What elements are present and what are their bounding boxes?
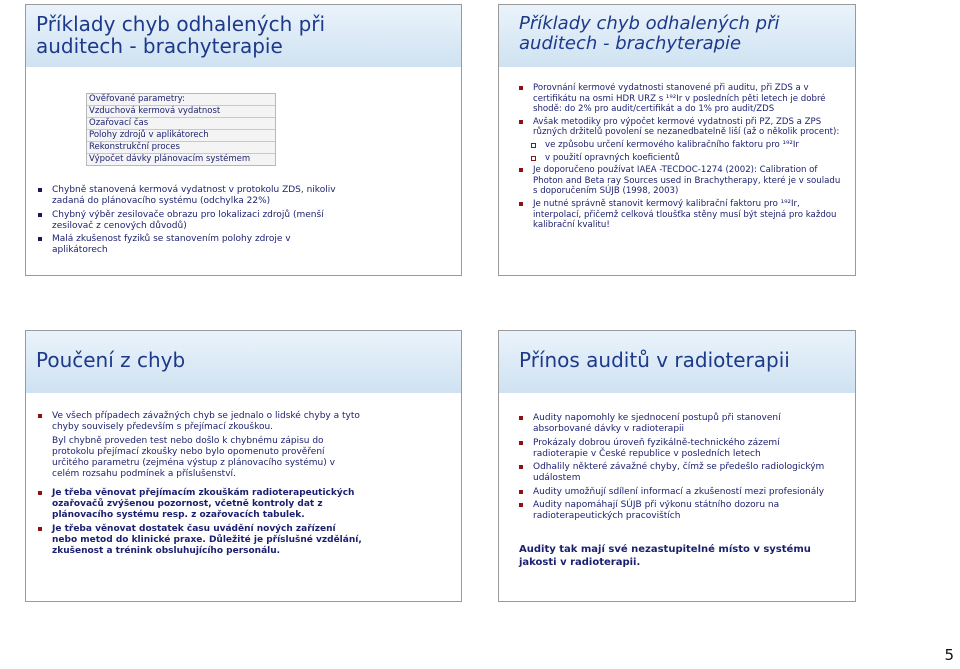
page-number: 5	[944, 646, 954, 664]
parameter-row: Ozařovací čas	[87, 118, 275, 130]
bullet-marker-icon	[38, 188, 42, 192]
slide-title: Příklady chyb odhalených při auditech - brachyterapie	[36, 12, 326, 59]
parameter-row: Vzduchová kermová vydatnost	[87, 106, 275, 118]
bullet-item: Audity napomáhají SÚJB při výkonu státního dozoru na radioterapeutických pracovištích	[519, 500, 829, 523]
slide-bullets	[519, 413, 829, 525]
bullet-marker-icon	[519, 490, 523, 494]
bullet-marker-icon	[519, 503, 523, 507]
slide-2	[498, 4, 856, 276]
slide-title: Poučení z chyb	[36, 348, 186, 372]
bullet-item: Malá zkušenost fyziků se stanovením polohy zdroje v aplikátorech	[38, 234, 338, 257]
bullet-item: Ve všech případech závažných chyb se jednalo o lidské chyby a tyto chyby souvisely především s přejímací zkouškou.	[38, 411, 363, 434]
bullet-item: Avšak metodiky pro výpočet kermové vydatnosti při PZ, ZDS a ZPS různých držitelů povolení se nezanedbatelně liší (až o několik procent):	[519, 117, 844, 138]
bullet-marker-icon	[38, 237, 42, 241]
bullet-item: Je doporučeno používat IAEA -TECDOC-1274 (2002): Calibration of Photon and Beta ray Sources used in Brachytherapy, které je v souladu s doporučením SÚJB (1998, 2003)	[519, 165, 844, 197]
bullet-marker-icon	[519, 465, 523, 469]
bullet-item: Je třeba věnovat přejímacím zkouškám radioterapeutických ozařovačů zvýšenou pozornost, včetně kontroly dat z plánovacího systému resp. z ozařovacích tabulek.	[38, 488, 363, 522]
slide-4	[498, 330, 856, 602]
sub-bullet-item: v použití opravných koeficientů	[519, 153, 844, 164]
bullet-marker-icon	[519, 86, 523, 90]
parameter-row: Rekonstrukční proces	[87, 142, 275, 154]
bullet-item: Audity umožňují sdílení informací a zkušeností mezi profesionály	[519, 487, 829, 498]
bullet-marker-icon	[38, 491, 42, 495]
bullet-paragraph: Byl chybně proveden test nebo došlo k chybnému zápisu do protokolu přejímací zkoušky nebo bylo opomenuto prověření určitého parametru (zejména výstup z plánovacího systému) v celém rozsahu podmínek a příslušenství.	[52, 435, 335, 480]
bullet-marker-icon	[519, 416, 523, 420]
slide-1	[25, 4, 462, 276]
slide-bullets	[38, 411, 363, 560]
bullet-marker-icon	[519, 202, 523, 206]
bullet-item: Audity napomohly ke sjednocení postupů při stanovení absorbované dávky v radioterapii	[519, 413, 829, 436]
bullet-item: Je třeba věnovat dostatek času uvádění nových zařízení nebo metod do klinické praxe. Důležité je příslušné vzdělání, zkušenost a trénink obsluhujícího personálu.	[38, 524, 363, 558]
hollow-square-icon	[531, 143, 536, 148]
bullet-marker-icon	[38, 414, 42, 418]
bullet-item: Odhalily některé závažné chyby, čímž se předešlo radiologickým událostem	[519, 462, 829, 485]
slide-title: Přínos auditů v radioterapii	[519, 348, 790, 372]
bullet-item: Prokázaly dobrou úroveň fyzikálně-technického zázemí radioterapie v České republice v posledních letech	[519, 438, 829, 461]
bullet-marker-icon	[519, 168, 523, 172]
sub-bullet-item: ve způsobu určení kermového kalibračního faktoru pro ¹⁹²Ir	[519, 140, 844, 151]
parameters-box	[86, 93, 276, 166]
bullet-marker-icon	[519, 441, 523, 445]
slide-title: Příklady chyb odhalených při auditech - brachyterapie	[519, 13, 780, 55]
bullet-item: Porovnání kermové vydatnosti stanovené při auditu, při ZDS a v certifikátu na osmi HDR URZ s ¹⁹²Ir v posledních pěti letech je dobré shodě: do 2% pro audit/certifikát a do 1% pro audit/ZDS	[519, 83, 844, 115]
parameter-row: Ověřované parametry:	[87, 94, 275, 106]
slide-3	[25, 330, 462, 602]
bullet-item: Je nutné správně stanovit kermový kalibrační faktoru pro ¹⁹²Ir, interpolací, přičemž celková tloušťka stěny musí být stejná pro každou kalibrační kvalitu!	[519, 199, 844, 231]
bullet-marker-icon	[38, 527, 42, 531]
bullet-marker-icon	[38, 213, 42, 217]
slide-bullets	[38, 185, 338, 259]
conclusion-text: Audity tak mají své nezastupitelné místo v systému jakosti v radioterapii.	[519, 544, 811, 568]
bullet-item: Chybný výběr zesilovače obrazu pro lokalizaci zdrojů (menší zesilovač z cenových důvodů)	[38, 210, 338, 233]
bullet-marker-icon	[519, 120, 523, 124]
bullet-item: Chybně stanovená kermová vydatnost v protokolu ZDS, nikoliv zadaná do plánovacího systému (odchylka 22%)	[38, 185, 338, 208]
parameter-row: Polohy zdrojů v aplikátorech	[87, 130, 275, 142]
hollow-square-icon	[531, 156, 536, 161]
slide-bullets	[519, 83, 844, 233]
parameter-row: Výpočet dávky plánovacím systémem	[89, 154, 251, 164]
